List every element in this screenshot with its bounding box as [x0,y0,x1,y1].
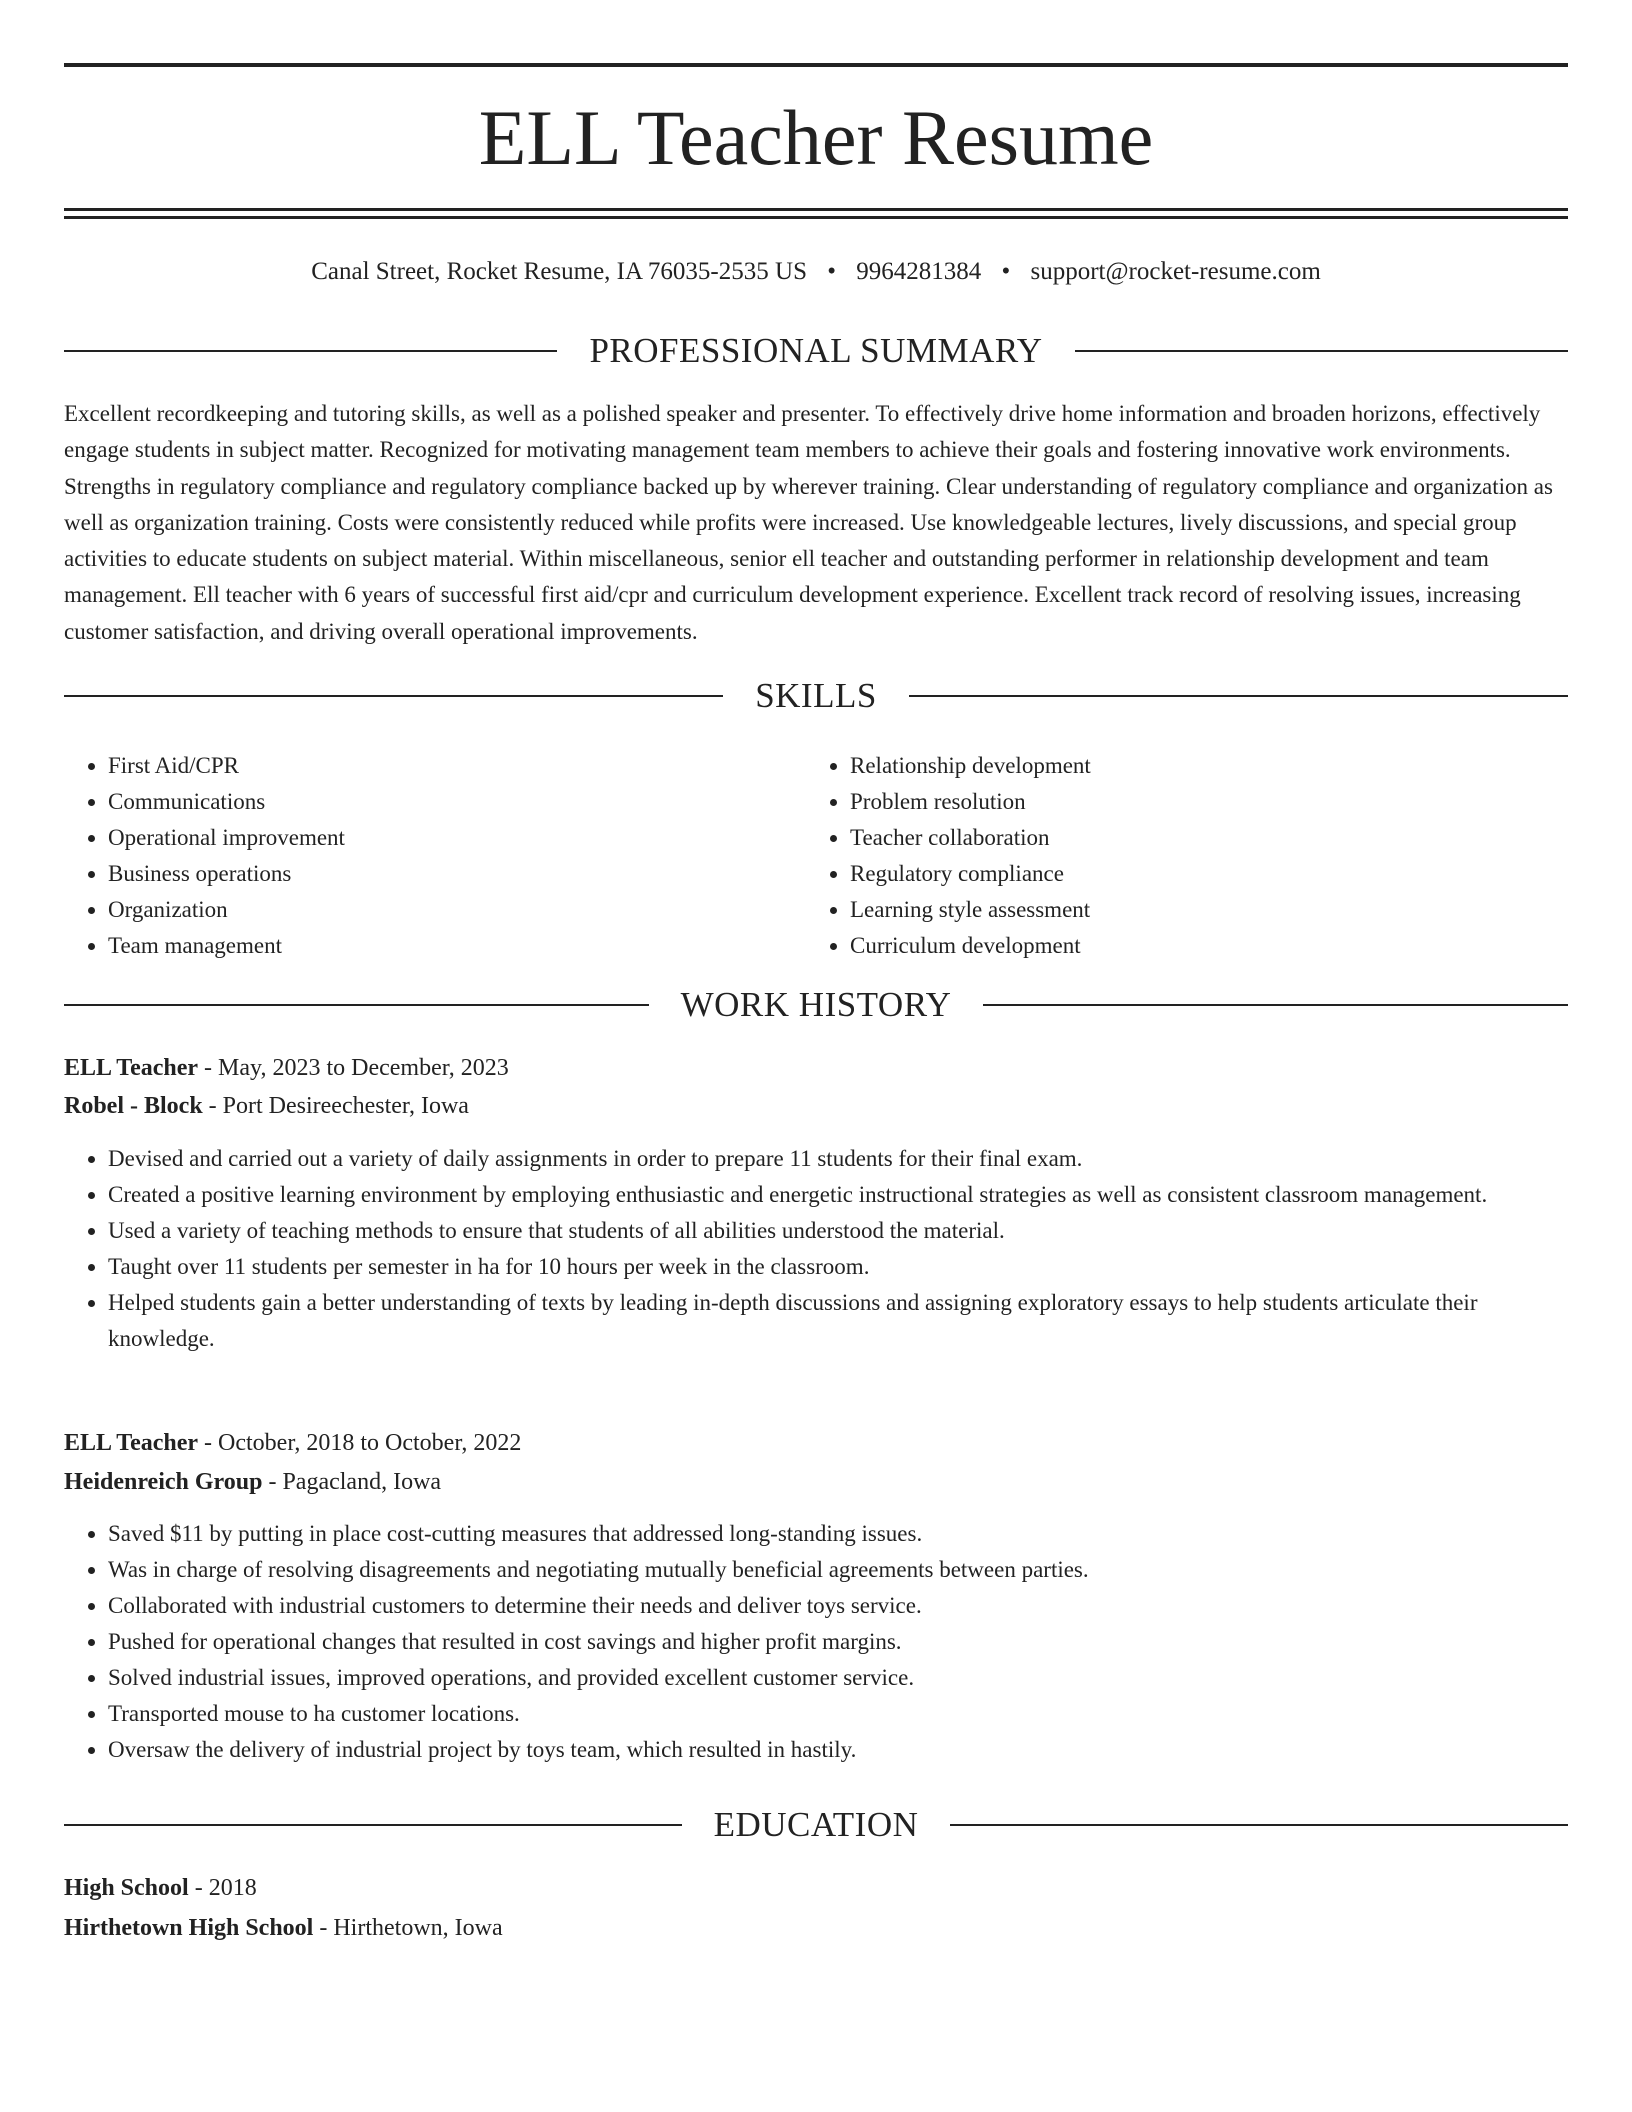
work-history-heading-text: WORK HISTORY [680,985,952,1024]
job-bullet: • Devised and carried out a variety of daily assignments in order to prepare 11 students for their final exam. [108,1141,1568,1177]
job-title-line [64,1425,1568,1461]
job-title: ELL Teacher [64,1430,199,1456]
job-dates: - October, 2018 to October, 2022 [198,1430,522,1456]
skill-item: • Problem resolution [850,784,1548,820]
education-year: - 2018 [188,1875,257,1901]
job-bullet: • Oversaw the delivery of industrial project by toys team, which resulted in hastily. [108,1732,1568,1768]
job-bullet: • Transported mouse to ha customer locations. [108,1696,1568,1732]
job-bullet: • Solved industrial issues, improved operations, and provided excellent customer service. [108,1660,1568,1696]
contact-separator: • [1001,258,1011,285]
skills-heading [64,674,1568,718]
skill-item: • Operational improvement [108,820,806,856]
education-heading-text: EDUCATION [713,1805,919,1844]
job-bullet: • Created a positive learning environment by employing enthusiastic and energetic instructional strategies as well as consistent classroom management. [108,1177,1568,1213]
divider-line [909,695,1568,697]
education-heading [64,1803,1568,1847]
job-company-line [64,1464,1568,1500]
header-double-rule-top [64,208,1568,211]
skill-item: • First Aid/CPR [108,748,806,784]
divider-line [983,1004,1568,1006]
header-double-rule-bottom [64,216,1568,219]
education-degree-line [64,1870,1568,1906]
divider-line [64,1004,649,1006]
job-location: - Port Desireechester, Iowa [202,1093,469,1119]
education-school-line [64,1910,1568,1946]
divider-line [64,1824,682,1826]
job-company-line [64,1088,1568,1124]
skill-item: • Curriculum development [850,928,1548,964]
education-school: Hirthetown High School [64,1915,314,1941]
skill-item: • Learning style assessment [850,892,1548,928]
skill-item: • Communications [108,784,806,820]
job-company: Heidenreich Group [64,1469,263,1495]
skill-item: • Relationship development [850,748,1548,784]
divider-line [64,350,557,352]
divider-line [950,1824,1568,1826]
job-bullet: • Helped students gain a better understanding of texts by leading in-depth discussions and assigning exploratory essays to help students articulate their knowledge. [108,1285,1568,1357]
job-bullet: • Saved $11 by putting in place cost-cutting measures that addressed long-standing issues. [108,1516,1568,1552]
summary-text: Excellent recordkeeping and tutoring skills, as well as a polished speaker and presenter. To effectively drive home information and broaden horizons, effectively engage students in subject matter. Recognized for motivating management team members to achieve their goals and fostering innovative work environments. Strengths in regulatory compliance and regulatory compliance backed up by wherever training. Clear understanding of regulatory compliance and organization as well as organization training. Costs were consistently reduced while profits were increased. Use knowledgeable lectures, lively discussions, and special group activities to educate students on subject material. Within miscellaneous, senior ell teacher and outstanding performer in relationship development and team management. Ell teacher with 6 years of successful first aid/cpr and curriculum development experience. Excellent track record of resolving issues, increasing customer satisfaction, and driving overall operational improvements. [64,401,1553,644]
education-degree: High School [64,1875,189,1901]
job-bullet: • Was in charge of resolving disagreements and negotiating mutually beneficial agreements between parties. [108,1552,1568,1588]
education-location: - Hirthetown, Iowa [313,1915,503,1941]
contact-separator: • [827,258,836,285]
skills-heading-text: SKILLS [755,676,877,715]
job-company: Robel - Block [64,1093,203,1119]
skill-item: • Business operations [108,856,806,892]
job-bullet: • Collaborated with industrial customers to determine their needs and deliver toys service. [108,1588,1568,1624]
skills-column-left [64,748,806,964]
job-bullets [64,1516,1568,1768]
divider-line [1075,350,1568,352]
skill-item: • Regulatory compliance [850,856,1548,892]
summary-heading [64,329,1568,373]
job-title-line [64,1050,1568,1086]
resume-title: ELL Teacher Resume [478,94,1154,181]
skill-item: • Team management [108,928,806,964]
skill-item: • Teacher collaboration [850,820,1548,856]
header-top-rule [64,63,1568,67]
contact-line [64,254,1568,290]
job-bullets [64,1141,1568,1357]
job-bullet: • Taught over 11 students per semester in ha for 10 hours per week in the classroom. [108,1249,1568,1285]
job-bullet: • Pushed for operational changes that resulted in cost savings and higher profit margins. [108,1624,1568,1660]
contact-address: Canal Street, Rocket Resume, IA 76035-2535 US [311,258,807,285]
summary-heading-text: PROFESSIONAL SUMMARY [589,331,1043,370]
job-dates: - May, 2023 to December, 2023 [198,1055,509,1081]
skills-list [64,748,1568,964]
work-history-heading [64,983,1568,1027]
job-bullet: • Used a variety of teaching methods to ensure that students of all abilities understood the material. [108,1213,1568,1249]
skill-item: • Organization [108,892,806,928]
skills-column-right [806,748,1548,964]
contact-phone: 9964281384 [856,258,982,285]
divider-line [64,695,723,697]
job-title: ELL Teacher [64,1055,199,1081]
job-location: - Pagacland, Iowa [262,1469,442,1495]
contact-email: support@rocket-resume.com [1030,258,1321,285]
